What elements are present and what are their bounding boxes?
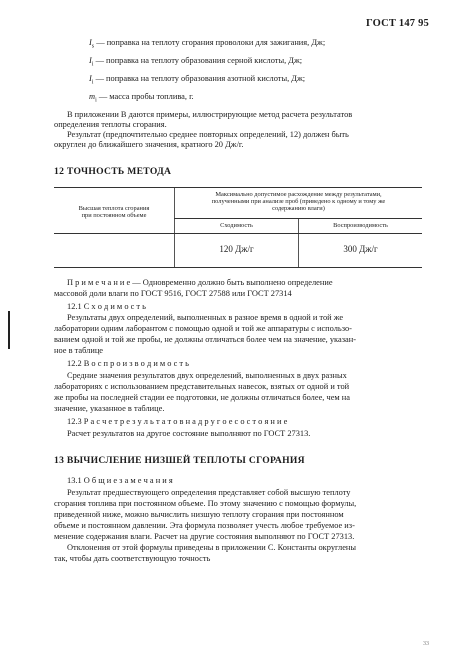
- subsection-12-3-heading: 12.3 Р а с ч е т р е з у л ь т а т о в н а д р у г о е с о с т о я н и е: [67, 417, 288, 426]
- margin-revision-bar: [8, 311, 10, 349]
- definition-item: $m_i$ — масса пробы топлива, г.: [89, 92, 194, 104]
- subsection-12-1-heading: 12.1 С х о д и м о с т ь: [67, 302, 146, 311]
- paragraph-line: лаборатории одним лаборантом с помощью одной и той же аппаратуры с использо-: [54, 324, 352, 333]
- paragraph-line: лабораториях с использованием представительных навесок, взятых от одной и той: [54, 382, 350, 391]
- paragraph-line: Средние значения результатов двух определений, выполненных в двух разных: [67, 371, 347, 380]
- definition-item: $I_i$ — поправка на теплоту образования серной кислоты, Дж;: [89, 56, 303, 68]
- paragraph-line: Результат предшествующего определения представляет собой высшую теплоту: [67, 488, 351, 497]
- subsection-13-1-heading: 13.1 О б щ и е з а м е ч а н и я: [67, 476, 173, 485]
- intro-line: В приложении В даются примеры, иллюстрирующие метод расчета результатов: [67, 110, 353, 119]
- page-header: ГОСТ 147 95: [365, 18, 429, 29]
- table-col-header-repeatability: Сходимость: [220, 222, 253, 229]
- paragraph-line: значение, указанное в таблице.: [54, 404, 165, 413]
- paragraph-line: объеме и постоянном давлении. Эта формула позволяет учесть любое требуемое из-: [54, 521, 355, 530]
- intro-line: Результат (предпочтительно среднее повторных определений, 12) должен быть: [67, 130, 349, 139]
- paragraph-line: же пробы на последней стадии ее подготовки, не должны отличаться более, чем на: [54, 393, 351, 402]
- table-bottom-border: [54, 267, 422, 268]
- paragraph-line: так, чтобы дать соответствующую точность: [54, 554, 211, 563]
- paragraph-line: ванием одной и той же пробы, не должны отличаться более чем на значение, указан-: [54, 335, 357, 344]
- definition-item: $I_i$ — поправка на теплоту образования азотной кислоты, Дж;: [89, 74, 306, 86]
- paragraph-line: приведенной ниже, можно вычислить низшую теплоту сгорания при постоянном: [54, 510, 344, 519]
- table-col-header-reproducibility: Воспроизводимость: [333, 222, 388, 229]
- section-12-title: 12 ТОЧНОСТЬ МЕТОДА: [54, 166, 172, 177]
- paragraph-line: Отклонения от этой формулы приведены в приложении С. Константы округлены: [67, 543, 357, 552]
- table-left-header: Высшая теплота сгорания при постоянном объеме: [78, 205, 150, 220]
- subsection-12-2-heading: 12.2 В о с п р о и з в о д и м о с т ь: [67, 359, 189, 368]
- section-13-title: 13 ВЫЧИСЛЕНИЕ НИЗШЕЙ ТЕПЛОТЫ СГОРАНИЯ: [54, 455, 305, 466]
- paragraph-line: сгорания топлива при постоянном объеме. По этому значению с помощью формулы,: [54, 499, 357, 508]
- table-value-reproducibility: 300 Дж/г: [343, 244, 378, 254]
- table-header-bottom-border: [54, 233, 422, 234]
- paragraph-line: Расчет результатов на другое состояние выполняют по ГОСТ 27313.: [67, 429, 311, 438]
- page-number: 33: [423, 641, 429, 647]
- table-top-header: Максимально допустимое расхождение между результатами, полученными при анализе проб (приведено к одному и тому же содержанию влаги): [211, 191, 386, 213]
- intro-line: определения теплоты сгорания.: [54, 120, 167, 129]
- definition-item: $I_s$ — поправка на теплоту сгорания проволоки для зажигания, Дж;: [89, 38, 326, 50]
- paragraph-line: ное в таблице: [54, 346, 104, 355]
- table-value-repeatability: 120 Дж/г: [219, 244, 254, 254]
- paragraph-line: менение содержания влаги. Расчет на другие состояния выполняют по ГОСТ 27313.: [54, 532, 355, 541]
- paragraph-line: Результаты двух определений, выполненных в разное время в одной и той же: [67, 313, 344, 322]
- table-top-border: [54, 187, 422, 188]
- intro-line: округлен до ближайшего значения, кратного 20 Дж/г.: [54, 140, 244, 149]
- note-line: массовой доли влаги по ГОСТ 9516, ГОСТ 27588 или ГОСТ 27314: [54, 289, 292, 298]
- note-line: П р и м е ч а н и е — Одновременно должно быть выполнено определение: [67, 278, 333, 287]
